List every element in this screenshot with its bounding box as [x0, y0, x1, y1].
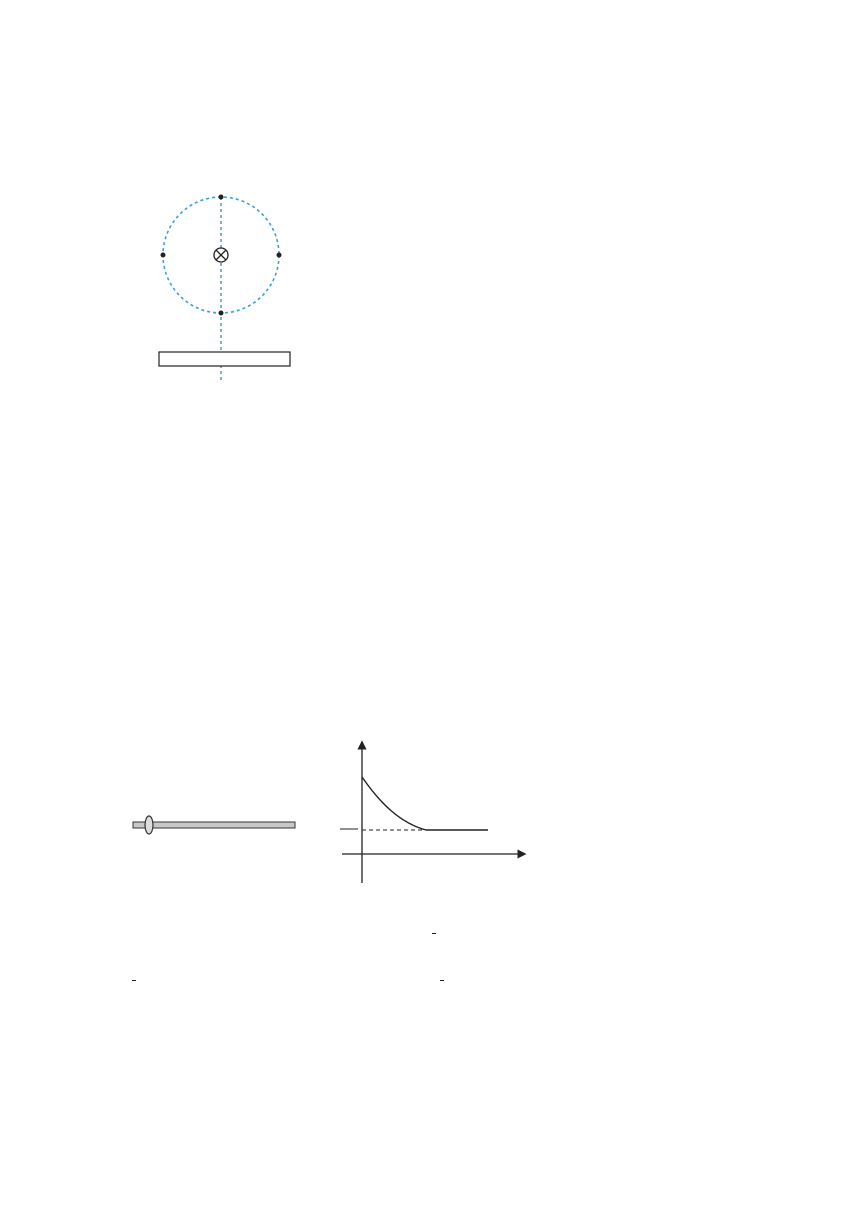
q11-figure [140, 180, 310, 390]
d-fraction [440, 980, 444, 981]
q13-option-d[interactable] [430, 966, 446, 996]
b-fraction [432, 933, 436, 934]
q13-figure-yi [328, 737, 528, 887]
q13-figure-jia [128, 795, 308, 855]
wire-m-into-page-icon [214, 248, 228, 262]
c-fraction [132, 980, 136, 981]
q13-option-b[interactable] [430, 922, 438, 943]
ring [145, 816, 153, 834]
q13-option-c[interactable] [130, 966, 138, 996]
rod [133, 822, 295, 828]
velocity-curve [362, 777, 488, 830]
solenoid [159, 352, 290, 366]
